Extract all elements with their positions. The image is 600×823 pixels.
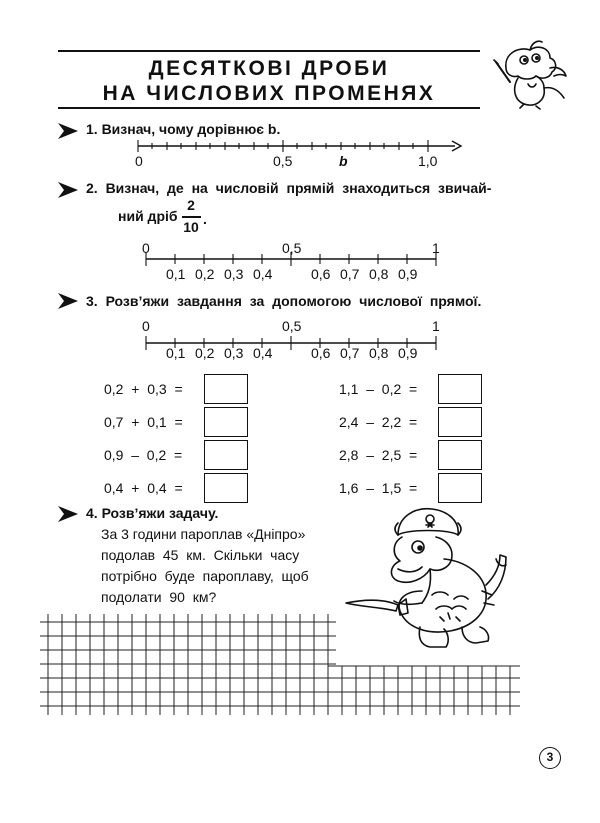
- word-problem-line: За 3 години пароплав «Дніпро»: [101, 526, 306, 542]
- line3-tick-label: 0,4: [253, 345, 273, 361]
- line3-label-half: 0,5: [282, 318, 302, 334]
- answer-box-right-1[interactable]: [438, 374, 482, 404]
- answer-grid[interactable]: [40, 614, 520, 716]
- line2-tick-label: 0,6: [311, 266, 331, 282]
- line2-tick-label: 0,7: [340, 266, 360, 282]
- answer-box-right-2[interactable]: [438, 407, 482, 437]
- fraction-numerator: 2: [187, 197, 195, 213]
- line3-tick-label: 0,9: [398, 345, 418, 361]
- task-1-text: 1. Визнач, чому дорівнює b.: [86, 121, 281, 137]
- line2-tick-label: 0,1: [166, 266, 186, 282]
- task-2-text-line-1: 2. Визнач, де на числовій прямій знаходиться звичай-: [86, 180, 492, 196]
- task-arrow-icon: [55, 504, 81, 524]
- line2-tick-label: 0,2: [195, 266, 215, 282]
- line2-label-half: 0,5: [282, 240, 302, 256]
- equation-right-1: 1,1 – 0,2 =: [339, 381, 418, 397]
- answer-box-left-3[interactable]: [204, 440, 248, 470]
- line2-tick-label: 0,4: [253, 266, 273, 282]
- line2-tick-label: 0,9: [398, 266, 418, 282]
- line1-label-zero: 0: [135, 153, 143, 169]
- line3-tick-label: 0,8: [369, 345, 389, 361]
- line1-label-one: 1,0: [418, 153, 438, 169]
- page-title-line-2: НА ЧИСЛОВИХ ПРОМЕНЯХ: [102, 82, 436, 105]
- word-problem-line: потрібно буде пароплаву, щоб: [101, 568, 309, 584]
- equation-left-4: 0,4 + 0,4 =: [104, 480, 183, 496]
- equation-right-2: 2,4 – 2,2 =: [339, 414, 418, 430]
- line3-tick-label: 0,7: [340, 345, 360, 361]
- equation-left-3: 0,9 – 0,2 =: [104, 447, 183, 463]
- task-arrow-icon: [55, 291, 81, 311]
- word-problem: [101, 524, 361, 608]
- answer-box-left-2[interactable]: [204, 407, 248, 437]
- line3-tick-label: 0,1: [166, 345, 186, 361]
- task-4-text: 4. Розв’яжи задачу.: [86, 505, 219, 521]
- task-2-text-line-2: ний дріб: [118, 208, 178, 224]
- line2-tick-label: 0,8: [369, 266, 389, 282]
- task-3-text: 3. Розв’яжи завдання за допомогою числової прямої.: [86, 293, 482, 309]
- equation-left-2: 0,7 + 0,1 =: [104, 414, 183, 430]
- word-problem-line: подолати 90 км?: [101, 589, 217, 605]
- line1-label-half: 0,5: [273, 153, 293, 169]
- equation-left-1: 0,2 + 0,3 =: [104, 381, 183, 397]
- answer-box-left-1[interactable]: [204, 374, 248, 404]
- line3-tick-label: 0,6: [311, 345, 331, 361]
- line1-label-b: b: [339, 153, 348, 169]
- task-arrow-icon: [55, 121, 81, 141]
- fraction-denominator: 10: [183, 219, 199, 235]
- task-arrow-icon: [55, 180, 81, 200]
- equation-right-4: 1,6 – 1,5 =: [339, 480, 418, 496]
- line2-tick-label: 0,3: [224, 266, 244, 282]
- answer-box-left-4[interactable]: [204, 473, 248, 503]
- fraction-period: .: [203, 211, 207, 227]
- title-bottom-rule: [58, 107, 480, 109]
- page-number: 3: [539, 747, 561, 769]
- line2-label-zero: 0: [142, 240, 150, 256]
- line3-tick-label: 0,3: [224, 345, 244, 361]
- dragon-teacher-illustration: [484, 38, 570, 110]
- line3-label-zero: 0: [142, 318, 150, 334]
- title-top-rule: [58, 50, 480, 52]
- word-problem-line: подолав 45 км. Скільки часу: [101, 547, 300, 563]
- line2-label-one: 1: [432, 240, 440, 256]
- answer-box-right-3[interactable]: [438, 440, 482, 470]
- line3-tick-label: 0,2: [195, 345, 215, 361]
- page-title-line-1: ДЕСЯТКОВІ ДРОБИ: [148, 57, 390, 80]
- line3-label-one: 1: [432, 318, 440, 334]
- equation-right-3: 2,8 – 2,5 =: [339, 447, 418, 463]
- fraction-bar: [182, 216, 201, 218]
